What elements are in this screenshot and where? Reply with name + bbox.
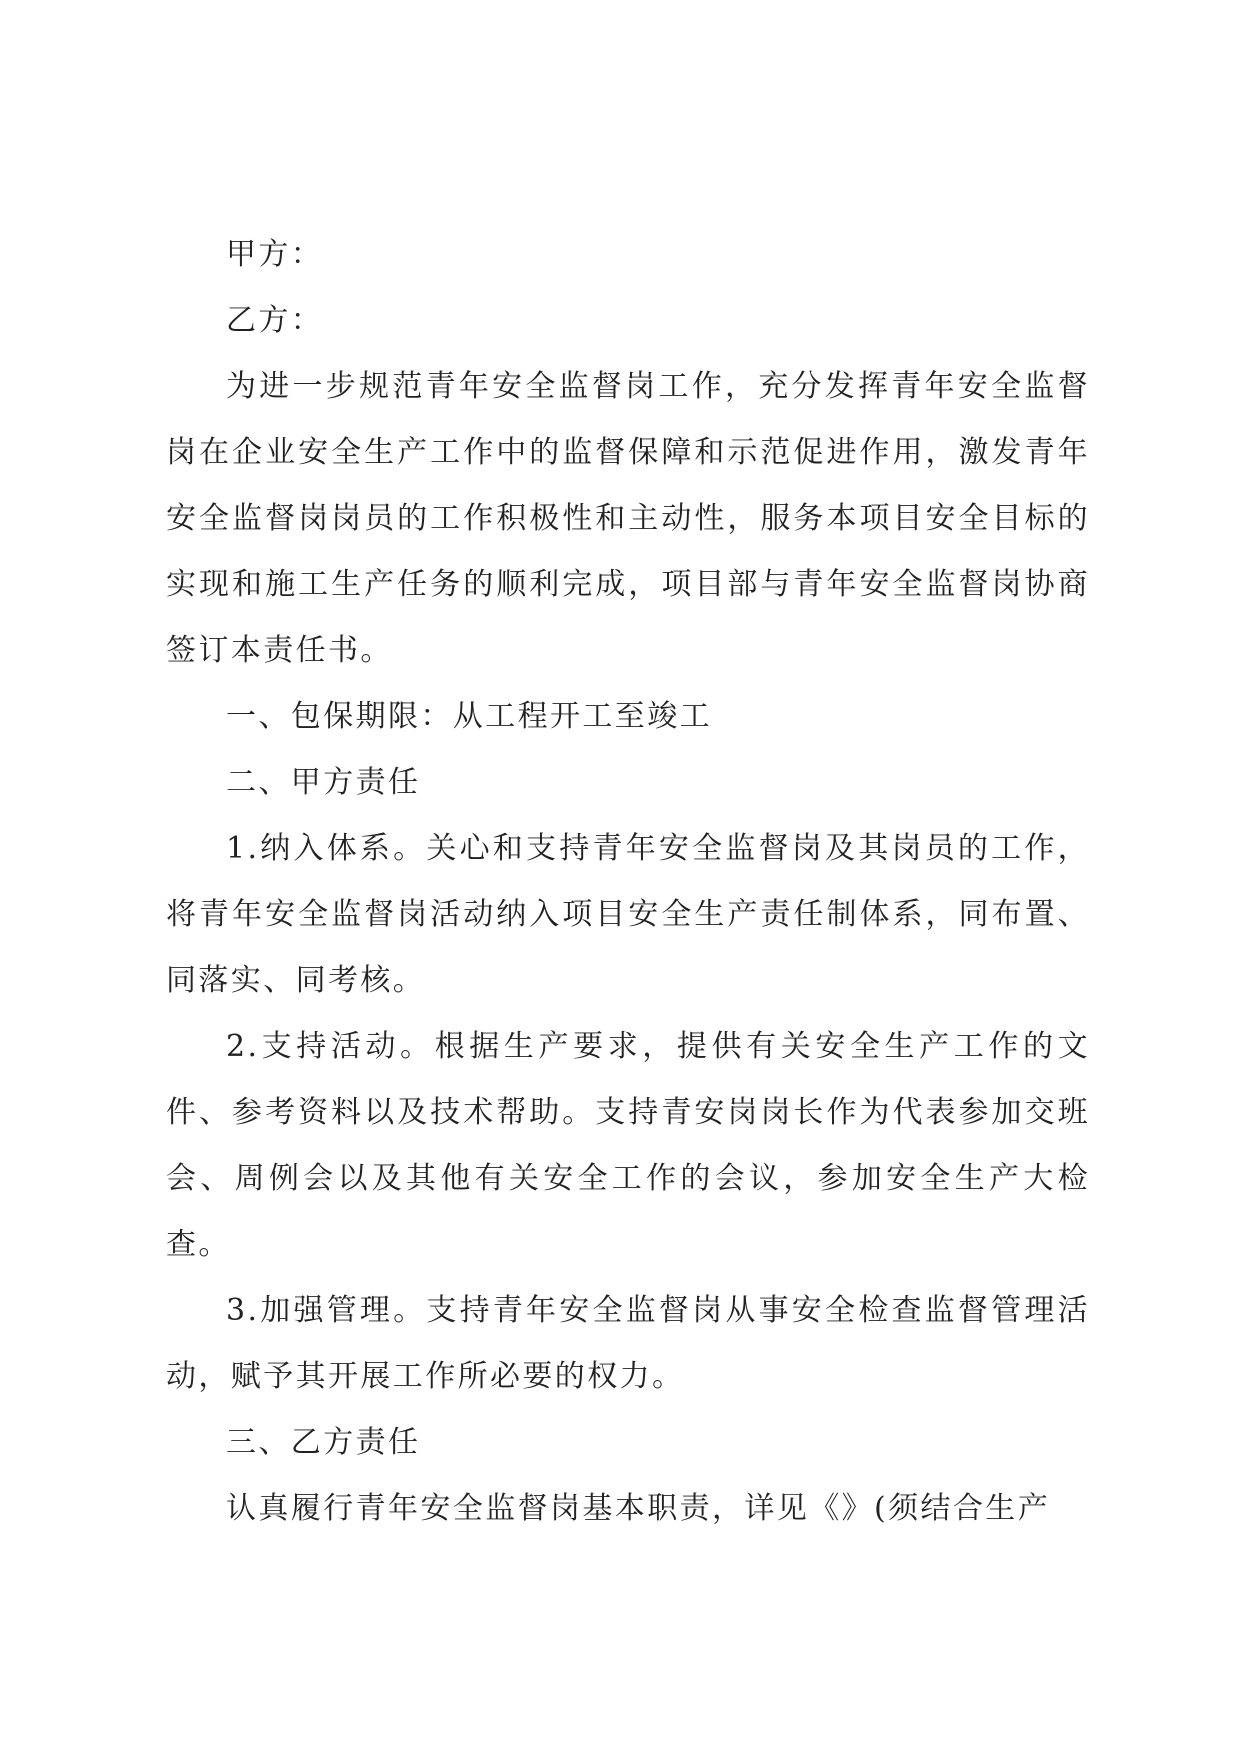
party-b-duty-intro: 认真履行青年安全监督岗基本职责，详见《》(须结合生产 [226, 1491, 1051, 1526]
party-a-line: 甲方： [226, 237, 324, 272]
party-a-duty-3: 3.加强管理。支持青年安全监督岗从事安全检查监督管理活动，赋予其开展工作所必要的权力。 [166, 1293, 1090, 1394]
party-a-duty-2: 2.支持活动。根据生产要求，提供有关安全生产工作的文件、参考资料以及技术帮助。支持青安岗岗长作为代表参加交班会、周例会以及其他有关安全工作的会议，参加安全生产大检查。 [166, 1029, 1090, 1262]
section-heading-party-b-duties: 三、乙方责任 [226, 1425, 421, 1460]
party-a-duty-1: 1.纳入体系。关心和支持青年安全监督岗及其岗员的工作，将青年安全监督岗活动纳入项目安全生产责任制体系，同布置、同落实、同考核。 [166, 831, 1090, 998]
section-heading-party-a-duties: 二、甲方责任 [226, 765, 421, 800]
preamble-paragraph: 为进一步规范青年安全监督岗工作，充分发挥青年安全监督岗在企业安全生产工作中的监督保障和示范促进作用，激发青年安全监督岗岗员的工作积极性和主动性，服务本项目安全目标的实现和施工生产任务的顺利完成，项目部与青年安全监督岗协商签订本责任书。 [166, 369, 1090, 668]
party-b-line: 乙方： [226, 303, 324, 338]
document-body [166, 222, 1090, 1542]
section-heading-term: 一、包保期限：从工程开工至竣工 [226, 699, 712, 734]
